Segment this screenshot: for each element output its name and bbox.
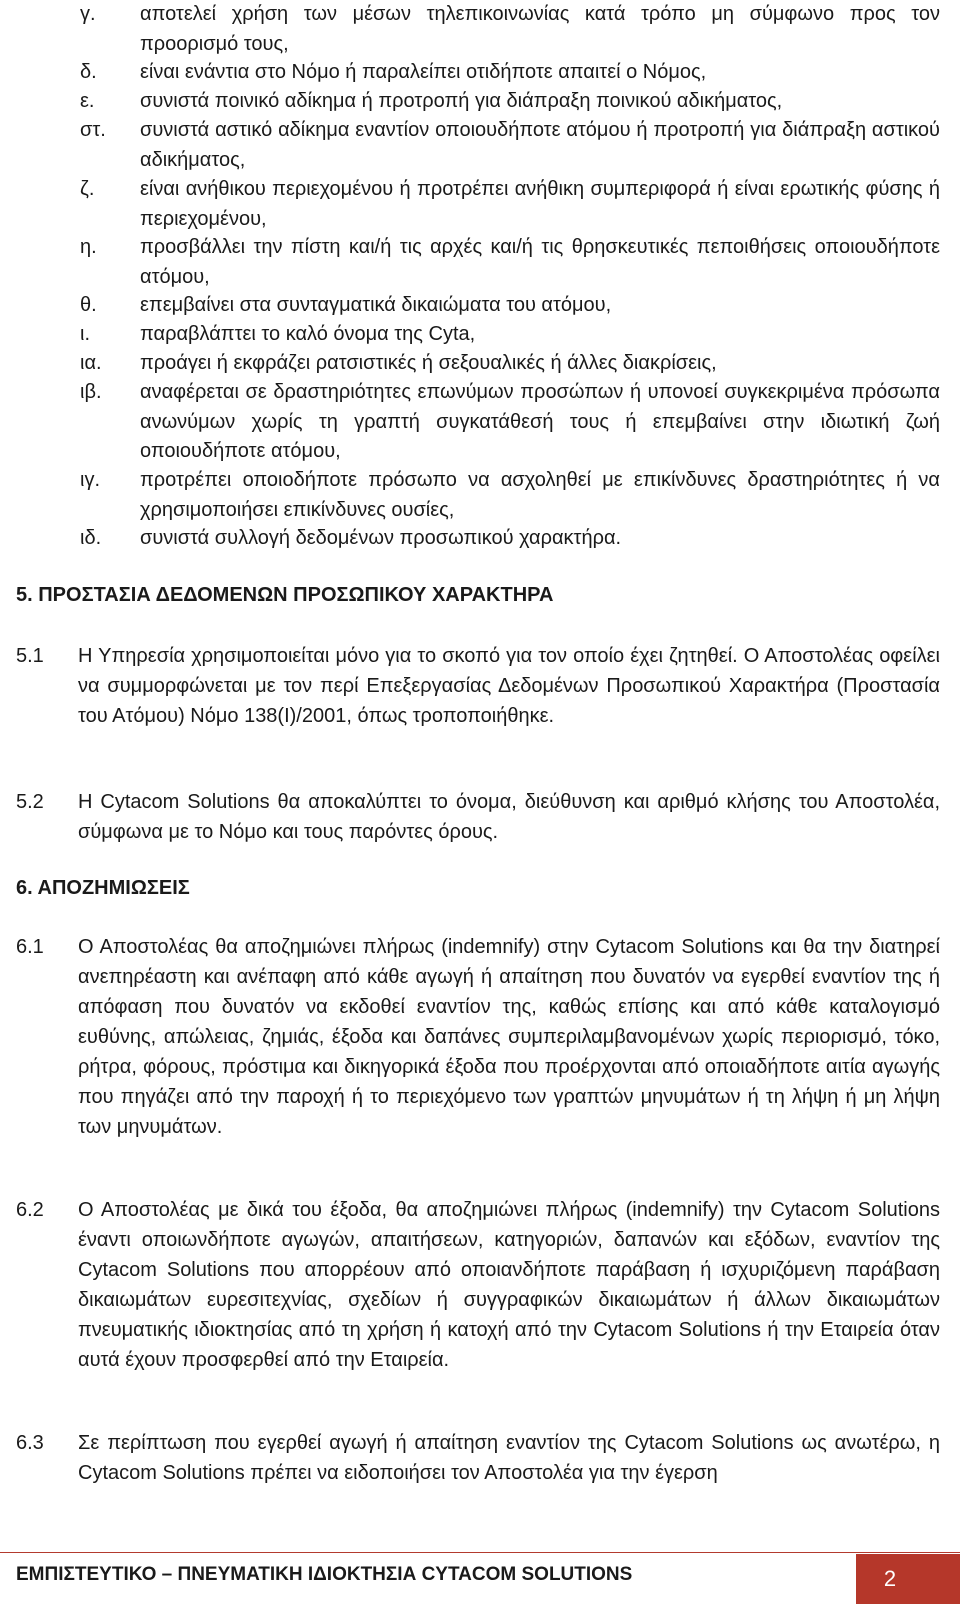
list-item: [80, 378, 940, 467]
list-item: [80, 87, 940, 117]
list-item-label: δ.: [80, 61, 97, 83]
clause-6-2: [16, 1195, 940, 1375]
clause-number: 6.2: [16, 1199, 44, 1221]
clause-text: Ο Αποστολέας θα αποζημιώνει πλήρως (indemnify) στην Cytacom Solutions και θα την διατηρεί ανεπηρέαστη και ανέπαφη από κάθε αγωγή ή απαίτηση που δυνατόν να εγερθεί εναντίον της ή απόφαση που δυνατόν να εκδοθεί εναντίον της, καθώς επίσης και από κάθε καταλογισμό ευθύνης, απώλειας, ζημιάς, έξοδα και δαπάνες συμπεριλαμβανομένων χωρίς περιορισμό, τόκο, ρήτρα, φόρους, πρόστιμα και δικηγορικά έξοδα που προέρχονται από οποιαδήποτε αιτία αγωγής που πηγάζει από την παροχή ή το περιεχόμενο των γραπτών μηνυμάτων ή τη λήψη ή μη λήψη των μηνυμάτων.: [78, 936, 940, 1138]
list-item-label: ιδ.: [80, 527, 102, 549]
list-item: [80, 524, 940, 554]
list-item-label: η.: [80, 236, 97, 258]
footer-divider: [0, 1552, 960, 1553]
clause-text: Η Cytacom Solutions θα αποκαλύπτει το όνομα, διεύθυνση και αριθμό κλήσης του Αποστολέα, σύμφωνα με το Νόμο και τους παρόντες όρους.: [78, 791, 940, 843]
list-item-text: συνιστά ποινικό αδίκημα ή προτροπή για διάπραξη ποινικού αδικήματος,: [140, 90, 783, 112]
list-item-text: επεμβαίνει στα συνταγματικά δικαιώματα του ατόμου,: [140, 294, 612, 316]
list-item: [80, 466, 940, 525]
footer-title: ΕΜΠΙΣΤΕΥΤΙΚΟ – ΠΝΕΥΜΑΤΙΚΗ ΙΔΙΟΚΤΗΣΙΑ CYTACOM SOLUTIONS: [16, 1564, 633, 1585]
clause-number: 6.1: [16, 936, 44, 958]
list-item-label: γ.: [80, 3, 96, 25]
clause-number: 5.2: [16, 791, 44, 813]
list-item-text: συνιστά αστικό αδίκημα εναντίον οποιουδήποτε ατόμου ή προτροπή για διάπραξη αστικού αδικήματος,: [140, 119, 940, 171]
clause-6-3: [16, 1428, 940, 1488]
clause-6-1: [16, 932, 940, 1142]
list-item-text: προσβάλλει την πίστη και/ή τις αρχές και/ή τις θρησκευτικές πεποιθήσεις οποιουδήποτε ατόμου,: [140, 236, 940, 288]
list-item: [80, 291, 940, 321]
list-item: [80, 116, 940, 175]
list-item: [80, 349, 940, 379]
page-footer: [0, 1552, 960, 1604]
list-item-text: προάγει ή εκφράζει ρατσιστικές ή σεξουαλικές ή άλλες διακρίσεις,: [140, 352, 717, 374]
list-item: [80, 58, 940, 88]
list-item-label: ιγ.: [80, 469, 100, 491]
clause-number: 5.1: [16, 645, 44, 667]
list-item-label: ε.: [80, 90, 95, 112]
list-item-label: ιβ.: [80, 381, 102, 403]
list-item: [80, 0, 940, 59]
section-heading-indemnities: 6. ΑΠΟΖΗΜΙΩΣΕΙΣ: [16, 877, 190, 899]
list-item-label: ι.: [80, 323, 90, 345]
clause-text: Σε περίπτωση που εγερθεί αγωγή ή απαίτηση εναντίον της Cytacom Solutions ως ανωτέρω, η Cytacom Solutions πρέπει να ειδοποιήσει τον Αποστολέα για την έγερση: [78, 1432, 940, 1484]
list-item-label: στ.: [80, 119, 106, 141]
clause-5-1: [16, 641, 940, 731]
list-item-text: είναι ενάντια στο Νόμο ή παραλείπει οτιδήποτε απαιτεί ο Νόμος,: [140, 61, 707, 83]
list-item: [80, 233, 940, 292]
clause-text: Ο Αποστολέας με δικά του έξοδα, θα αποζημιώνει πλήρως (indemnify) την Cytacom Solutions έναντι οποιωνδήποτε αγωγών, απαιτήσεων, κατηγοριών, δαπανών και εξόδων, εναντίον της Cytacom Solutions που απορρέουν από οποιανδήποτε παράβαση ή ισχυριζόμενη παράβαση δικαιωμάτων ευρεσιτεχνίας, σχεδίων ή συγγραφικών δικαιωμάτων ή άλλων δικαιωμάτων πνευματικής ιδιοκτησίας από τη χρήση ή κατοχή από την Cytacom Solutions ή την Εταιρεία όταν αυτά έχουν προσφερθεί από την Εταιρεία.: [78, 1199, 940, 1371]
clause-text: Η Υπηρεσία χρησιμοποιείται μόνο για το σκοπό για τον οποίο έχει ζητηθεί. Ο Αποστολέας οφείλει να συμμορφώνεται με τον περί Επεξεργασίας Δεδομένων Προσωπικού Χαρακτήρα (Προστασία του Ατόμου) Νόμο 138(Ι)/2001, όπως τροποποιήθηκε.: [78, 645, 940, 727]
clause-5-2: [16, 787, 940, 847]
section-heading-data-protection: 5. ΠΡΟΣΤΑΣΙΑ ΔΕΔΟΜΕΝΩΝ ΠΡΟΣΩΠΙΚΟΥ ΧΑΡΑΚΤΗΡΑ: [16, 584, 554, 606]
list-item-label: θ.: [80, 294, 97, 316]
list-item-text: αποτελεί χρήση των μέσων τηλεπικοινωνίας κατά τρόπο μη σύμφωνο προς τον προορισμό τους,: [140, 3, 940, 55]
list-item-label: ια.: [80, 352, 102, 374]
list-item-text: παραβλάπτει το καλό όνομα της Cyta,: [140, 323, 476, 345]
list-item-text: αναφέρεται σε δραστηριότητες επωνύμων προσώπων ή υπονοεί συγκεκριμένα πρόσωπα ανωνύμων χωρίς τη γραπτή συγκατάθεσή τους ή επεμβαίνει στην ιδιωτική ζωή οποιουδήποτε ατόμου,: [140, 381, 940, 462]
list-item-text: συνιστά συλλογή δεδομένων προσωπικού χαρακτήρα.: [140, 527, 622, 549]
page-number-box: [856, 1554, 960, 1604]
list-item: [80, 320, 940, 350]
clause-number: 6.3: [16, 1432, 44, 1454]
list-item-text: προτρέπει οποιοδήποτε πρόσωπο να ασχοληθεί με επικίνδυνες δραστηριότητες ή να χρησιμοποιήσει επικίνδυνες ουσίες,: [140, 469, 940, 521]
list-item: [80, 175, 940, 234]
list-item-text: είναι ανήθικου περιεχομένου ή προτρέπει ανήθικη συμπεριφορά ή είναι ερωτικής φύσης ή περιεχομένου,: [140, 178, 940, 230]
list-item-label: ζ.: [80, 178, 95, 200]
page-number: 2: [883, 1566, 897, 1591]
